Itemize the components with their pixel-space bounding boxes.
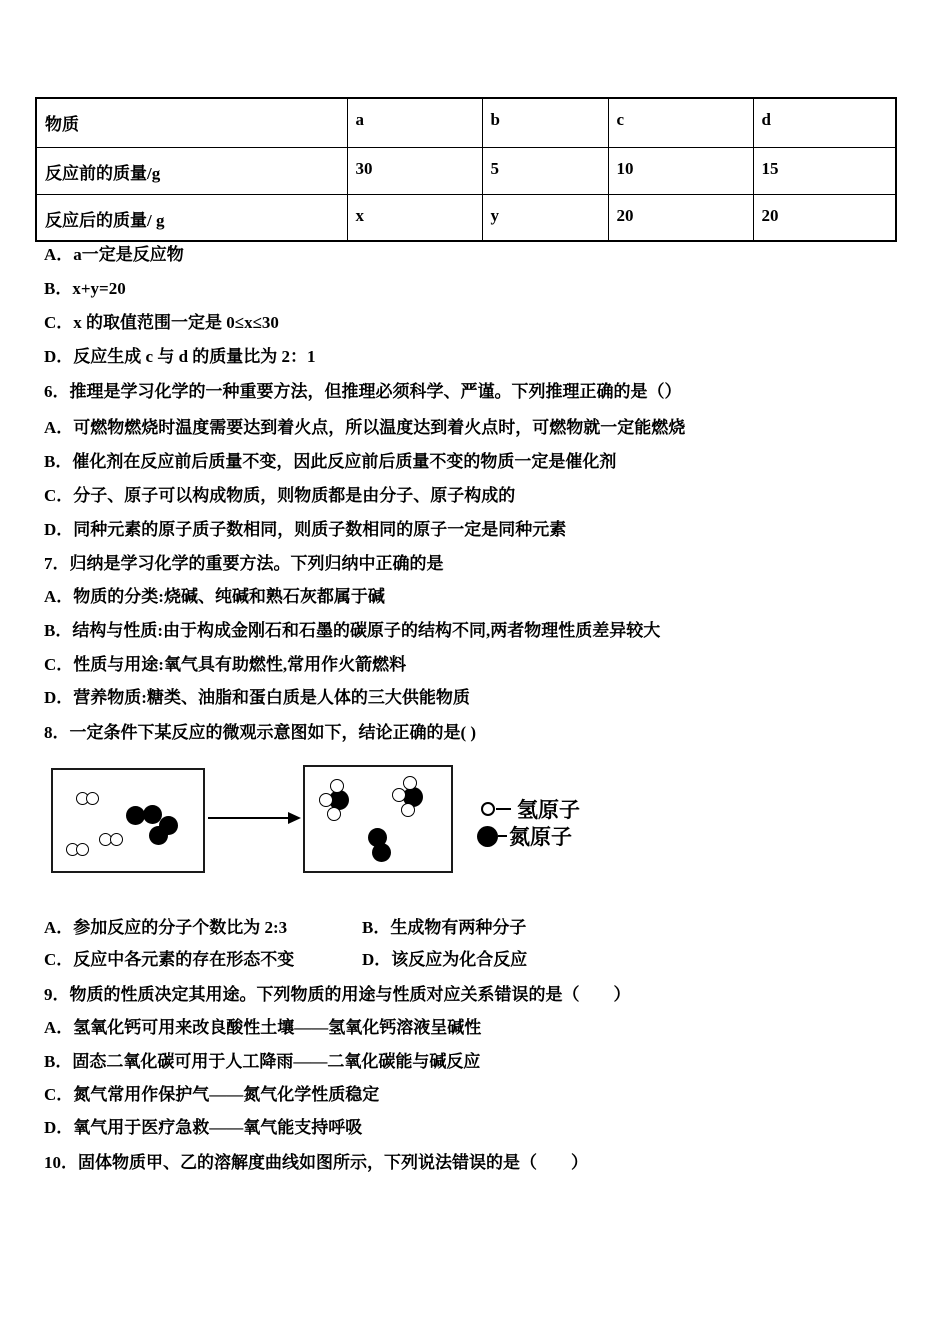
reaction-arrow bbox=[206, 808, 302, 828]
q8-option-b: B．生成物有两种分子 bbox=[362, 918, 527, 937]
table-cell: 反应后的质量/ g bbox=[36, 194, 347, 241]
hydrogen-atom bbox=[319, 793, 333, 807]
q7-stem: 7．归纳是学习化学的重要方法。下列归纳中正确的是 bbox=[44, 554, 444, 573]
table-cell: x bbox=[347, 194, 482, 241]
q6-option-b: B．催化剂在反应前后质量不变，因此反应前后质量不变的物质一定是催化剂 bbox=[44, 452, 617, 471]
q7-option-d: D．营养物质:糖类、油脂和蛋白质是人体的三大供能物质 bbox=[44, 688, 470, 707]
q7-option-a: A．物质的分类:烧碱、纯碱和熟石灰都属于碱 bbox=[44, 587, 385, 606]
hydrogen-atom bbox=[86, 792, 99, 805]
q9-option-a: A．氢氧化钙可用来改良酸性土壤——氢氧化钙溶液呈碱性 bbox=[44, 1018, 482, 1037]
table-cell: 20 bbox=[608, 194, 753, 241]
hydrogen-atom bbox=[327, 807, 341, 821]
table-cell: 15 bbox=[753, 147, 896, 194]
q7-option-b: B．结构与性质:由于构成金刚石和石墨的碳原子的结构不同,两者物理性质差异较大 bbox=[44, 621, 661, 640]
hydrogen-atom bbox=[401, 803, 415, 817]
q8-stem: 8．一定条件下某反应的微观示意图如下，结论正确的是( ) bbox=[44, 723, 477, 742]
q6-option-d: D．同种元素的原子质子数相同，则质子数相同的原子一定是同种元素 bbox=[44, 520, 567, 539]
table-cell: b bbox=[482, 98, 608, 147]
q6-stem: 6．推理是学习化学的一种重要方法，但推理必须科学、严谨。下列推理正确的是（） bbox=[44, 382, 682, 401]
table-cell: 反应前的质量/g bbox=[36, 147, 347, 194]
table-row bbox=[36, 147, 896, 194]
hydrogen-atom bbox=[330, 779, 344, 793]
q5-option-d: D．反应生成 c 与 d 的质量比为 2：1 bbox=[44, 347, 316, 366]
table-cell: d bbox=[753, 98, 896, 147]
hydrogen-atom-icon bbox=[481, 802, 495, 816]
legend-nitrogen-row bbox=[477, 821, 572, 851]
nitrogen-atom-icon bbox=[477, 826, 498, 847]
table-header-row bbox=[36, 98, 896, 147]
legend-dash bbox=[498, 835, 507, 837]
reactants-box bbox=[51, 768, 205, 873]
q9-option-c: C．氮气常用作保护气——氮气化学性质稳定 bbox=[44, 1085, 380, 1104]
legend-hydrogen-label: 氢原子 bbox=[517, 798, 580, 822]
legend-nitrogen-label: 氮原子 bbox=[509, 825, 572, 849]
table-cell: 10 bbox=[608, 147, 753, 194]
legend-dash bbox=[496, 808, 511, 810]
table-row bbox=[36, 194, 896, 241]
table-cell: c bbox=[608, 98, 753, 147]
q8-option-c: C．反应中各元素的存在形态不变 bbox=[44, 950, 295, 969]
q8-option-a: A．参加反应的分子个数比为 2:3 bbox=[44, 918, 288, 937]
nitrogen-atom bbox=[143, 805, 162, 824]
table-cell: 20 bbox=[753, 194, 896, 241]
nitrogen-atom bbox=[372, 843, 391, 862]
table-cell: 5 bbox=[482, 147, 608, 194]
q5-option-b: B．x+y=20 bbox=[44, 279, 126, 298]
q5-option-a: A．a一定是反应物 bbox=[44, 245, 184, 264]
q8-option-d: D．该反应为化合反应 bbox=[362, 950, 528, 969]
hydrogen-atom bbox=[403, 776, 417, 790]
products-box bbox=[303, 765, 453, 873]
table-cell: 30 bbox=[347, 147, 482, 194]
hydrogen-atom bbox=[110, 833, 123, 846]
hydrogen-atom bbox=[392, 788, 406, 802]
nitrogen-atom bbox=[126, 806, 145, 825]
legend-hydrogen-row bbox=[481, 794, 580, 824]
hydrogen-atom bbox=[76, 843, 89, 856]
q7-option-c: C．性质与用途:氧气具有助燃性,常用作火箭燃料 bbox=[44, 655, 407, 674]
q6-option-c: C．分子、原子可以构成物质，则物质都是由分子、原子构成的 bbox=[44, 486, 516, 505]
nitrogen-atom bbox=[149, 826, 168, 845]
q10-stem: 10．固体物质甲、乙的溶解度曲线如图所示，下列说法错误的是（ ） bbox=[44, 1153, 588, 1172]
table-cell: y bbox=[482, 194, 608, 241]
substance-mass-table bbox=[35, 97, 897, 242]
table-cell: 物质 bbox=[36, 98, 347, 147]
q9-option-d: D．氧气用于医疗急救——氧气能支持呼吸 bbox=[44, 1118, 363, 1137]
q5-option-c: C．x 的取值范围一定是 0≤x≤30 bbox=[44, 313, 279, 332]
table-cell: a bbox=[347, 98, 482, 147]
q6-option-a: A．可燃物燃烧时温度需要达到着火点，所以温度达到着火点时，可燃物就一定能燃烧 bbox=[44, 418, 686, 437]
q9-stem: 9．物质的性质决定其用途。下列物质的用途与性质对应关系错误的是（ ） bbox=[44, 985, 631, 1004]
q9-option-b: B．固态二氧化碳可用于人工降雨——二氧化碳能与碱反应 bbox=[44, 1052, 481, 1071]
